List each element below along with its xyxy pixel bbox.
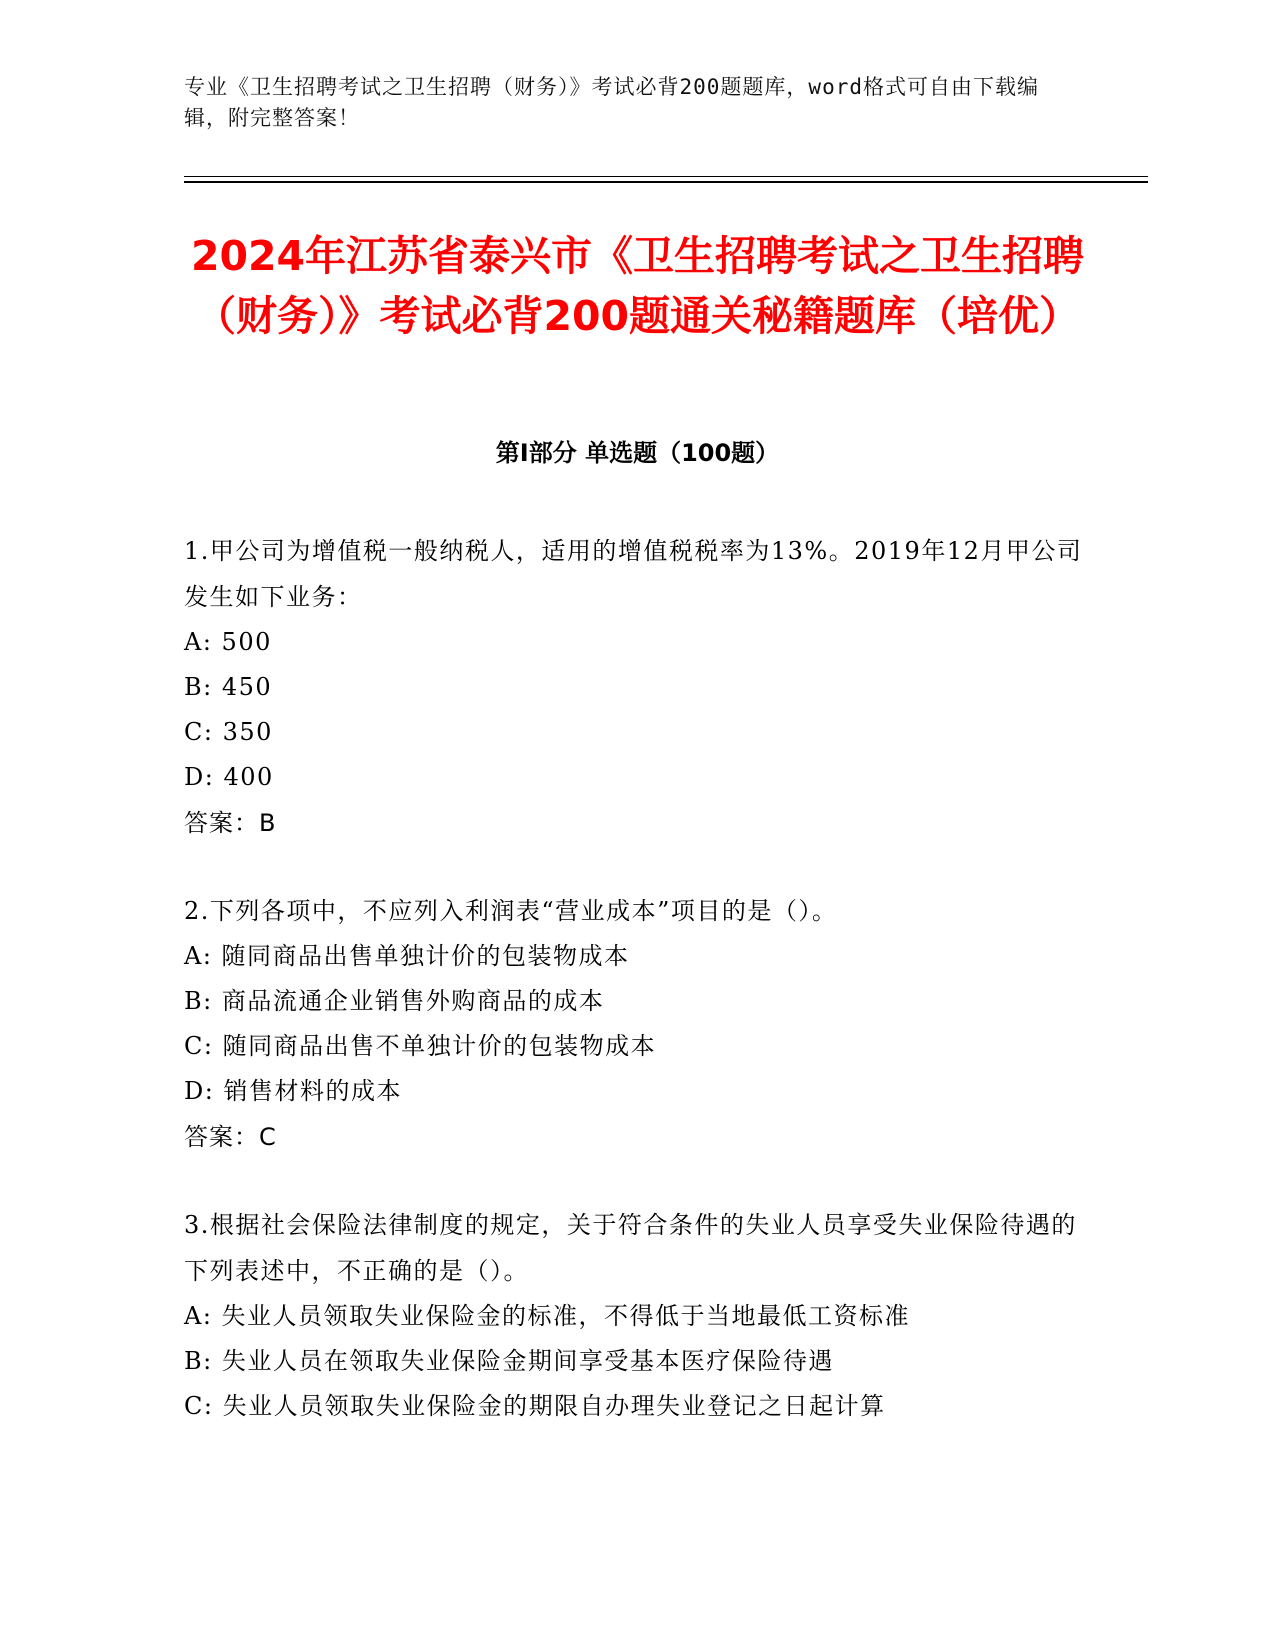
option-d: D: 销售材料的成本 [184,1077,402,1105]
header-divider-thick [184,181,1148,183]
answer: 答案：C [184,1123,277,1151]
section-title: 第I部分 单选题（100题） [495,439,780,467]
option-d: D: 400 [184,763,274,791]
question-stem: 3.根据社会保险法律制度的规定，关于符合条件的失业人员享受失业保险待遇的下列表述中，不正确的是（）。 [184,1211,1077,1285]
document-title: 2024年江苏省泰兴市《卫生招聘考试之卫生招聘（财务）》考试必背200题通关秘籍题库（培优） [190,232,1085,340]
question-1 [184,528,1084,846]
option-b: B: 450 [184,673,273,701]
question-list [184,528,1084,1471]
header-divider-thin [184,176,1148,177]
option-a: A: 随同商品出售单独计价的包装物成本 [184,942,630,970]
question-stem: 2.下列各项中，不应列入利润表“营业成本”项目的是（）。 [184,897,838,925]
option-b: B: 商品流通企业销售外购商品的成本 [184,987,605,1015]
question-3 [184,1202,1084,1429]
option-c: C: 随同商品出售不单独计价的包装物成本 [184,1032,657,1060]
option-c: C: 失业人员领取失业保险金的期限自办理失业登记之日起计算 [184,1392,886,1420]
question-stem: 1.甲公司为增值税一般纳税人，适用的增值税税率为13%。2019年12月甲公司发生如下业务： [184,537,1083,611]
option-a: A: 失业人员领取失业保险金的标准，不得低于当地最低工资标准 [184,1302,911,1330]
question-2 [184,888,1084,1160]
header-note: 专业《卫生招聘考试之卫生招聘（财务）》考试必背200题题库，word格式可自由下载编辑，附完整答案！ [184,75,1039,130]
option-b: B: 失业人员在领取失业保险金期间享受基本医疗保险待遇 [184,1347,834,1375]
option-a: A: 500 [184,628,272,656]
option-c: C: 350 [184,718,273,746]
answer: 答案：B [184,809,277,837]
